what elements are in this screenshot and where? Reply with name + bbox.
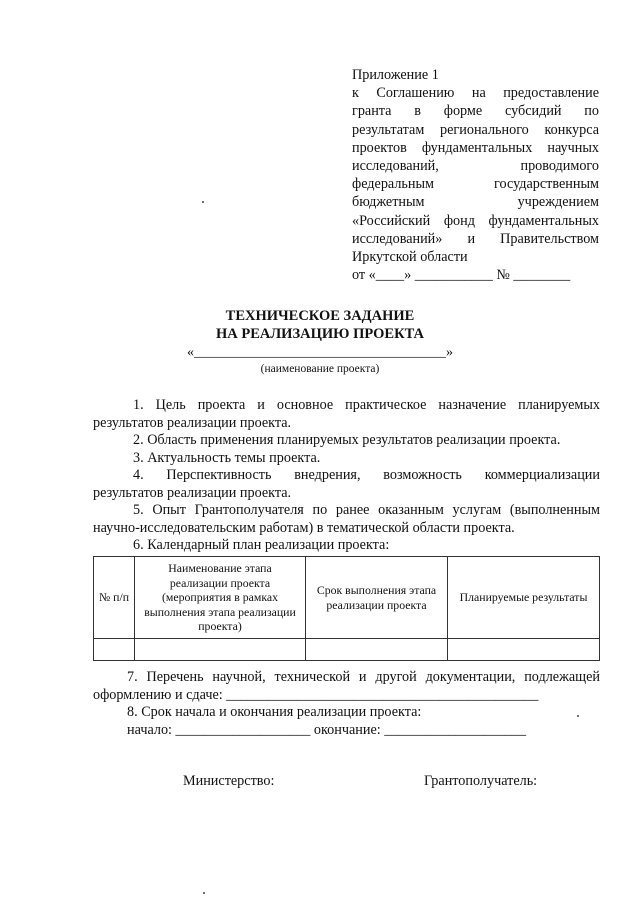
table-header-cell: Планируемые результаты <box>448 557 600 639</box>
item-7-line1: 7. Перечень научной, технической и другой документации, подлежащей <box>127 669 600 685</box>
doc-title-line1: ТЕХНИЧЕСКОЕ ЗАДАНИЕ <box>225 308 415 324</box>
item-1-line2: результатов реализации проекта. <box>93 414 292 431</box>
appendix-line: гранта в форме субсидий по <box>352 103 599 120</box>
appendix-line: федеральным государственным <box>352 176 599 193</box>
item-4-line1: 4. Перспективность внедрения, возможность коммерциализации <box>133 467 600 483</box>
appendix-line: результатам регионального конкурса <box>352 121 599 138</box>
project-name-caption: (наименование проекта) <box>260 363 380 375</box>
table-header-cell: Срок выполнения этапа реализации проекта <box>306 557 448 639</box>
appendix-block <box>352 66 599 284</box>
doc-title-line2: НА РЕАЛИЗАЦИЮ ПРОЕКТА <box>215 326 425 342</box>
table-header-row <box>94 557 600 639</box>
items-block-2 <box>93 669 600 739</box>
signature-ministry: Министерство: <box>183 773 275 789</box>
item-4-line2: результатов реализации проекта. <box>93 484 292 501</box>
item-1-line1: 1. Цель проекта и основное практическое назначение планируемых <box>133 397 600 413</box>
project-name-line: «____________________________________» <box>187 345 453 360</box>
appendix-line: Иркутской области <box>352 249 468 266</box>
item-8-dates: начало: ___________________ окончание: ____________________ <box>127 721 527 738</box>
calendar-plan-table <box>93 556 600 661</box>
item-8: 8. Срок начала и окончания реализации проекта: <box>127 704 422 720</box>
table-header-cell: Наименование этапа реализации проекта (мероприятия в рамках выполнения этапа реализации проекта) <box>135 557 306 639</box>
appendix-line: исследований, проводимого <box>352 158 599 175</box>
appendix-title: Приложение 1 <box>352 67 439 83</box>
signature-recipient: Грантополучатель: <box>424 773 538 789</box>
items-block <box>93 397 600 555</box>
appendix-date-line: от «____» ___________ № ________ <box>352 267 571 284</box>
scan-dot <box>203 892 205 894</box>
appendix-line: «Российский фонд фундаментальных <box>352 212 599 229</box>
table-header-cell: № п/п <box>94 557 135 639</box>
appendix-line: к Соглашению на предоставление <box>352 85 599 102</box>
table-cell[interactable] <box>94 639 135 661</box>
item-2: 2. Область применения планируемых результатов реализации проекта. <box>133 432 561 448</box>
appendix-line: проектов фундаментальных научных <box>352 139 599 156</box>
table-cell[interactable] <box>135 639 306 661</box>
item-5-line1: 5. Опыт Грантополучателя по ранее оказанным услугам (выполненным <box>133 502 600 518</box>
scan-dot <box>202 201 204 203</box>
appendix-line: бюджетным учреждением <box>352 194 599 211</box>
item-3: 3. Актуальность темы проекта. <box>133 449 321 466</box>
table-row <box>94 639 600 661</box>
table-cell[interactable] <box>448 639 600 661</box>
appendix-line: исследований» и Правительством <box>352 230 599 247</box>
item-7-line2: оформлению и сдаче: ____________________________________________ <box>93 686 539 703</box>
table-cell[interactable] <box>306 639 448 661</box>
item-6: 6. Календарный план реализации проекта: <box>133 537 390 553</box>
item-5-line2: научно-исследовательским работам) в тематической области проекта. <box>93 519 515 536</box>
